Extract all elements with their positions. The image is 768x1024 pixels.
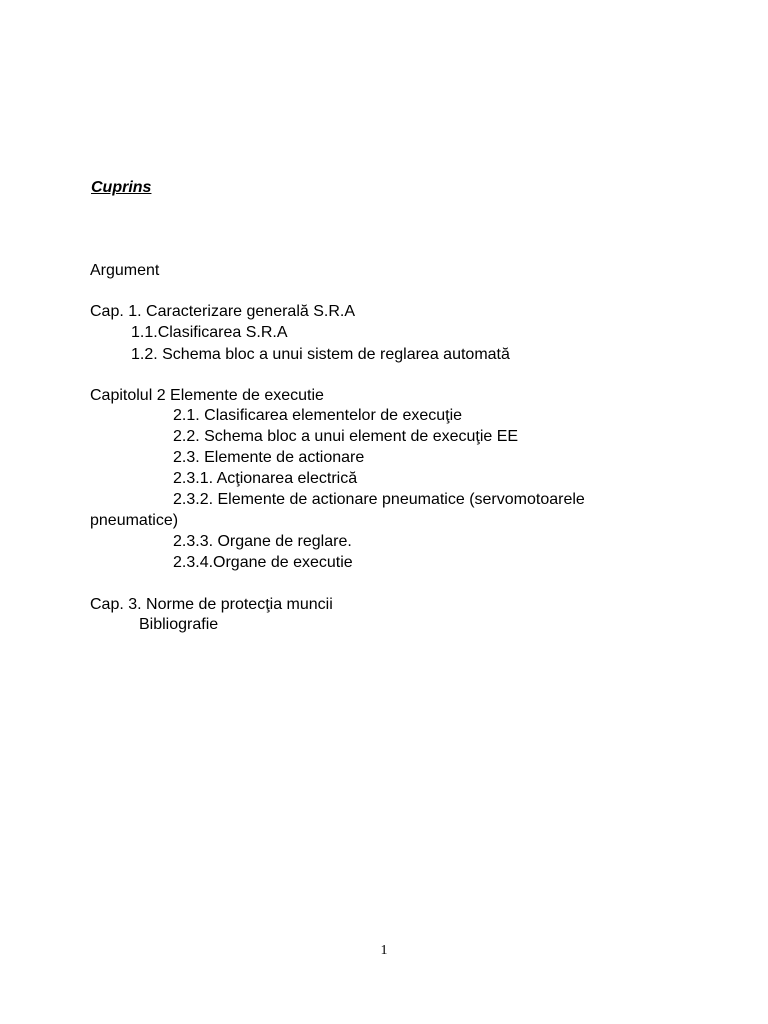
toc-heading: Cuprins: [91, 179, 152, 196]
toc-item-cap2-1: 2.1. Clasificarea elementelor de execuţie: [173, 407, 463, 424]
toc-item-bibliografie: Bibliografie: [139, 616, 219, 633]
toc-item-argument: Argument: [90, 262, 160, 279]
toc-item-cap2-3-1: 2.3.1. Acţionarea electrică: [173, 470, 358, 487]
toc-item-cap2-3-2-continued: pneumatice): [90, 512, 179, 529]
page-number: 1: [380, 943, 388, 958]
toc-item-cap2-2: 2.2. Schema bloc a unui element de execuţie EE: [173, 428, 519, 445]
toc-item-cap2-3-3: 2.3.3. Organe de reglare.: [173, 533, 352, 550]
toc-item-cap2-3-4: 2.3.4.Organe de executie: [173, 554, 353, 571]
toc-item-cap3: Cap. 3. Norme de protecţia muncii: [90, 596, 333, 613]
toc-item-cap1-2: 1.2. Schema bloc a unui sistem de reglarea automată: [131, 346, 510, 363]
toc-item-cap2-3-2: 2.3.2. Elemente de actionare pneumatice (servomotoarele: [173, 491, 585, 508]
toc-item-cap1: Cap. 1. Caracterizare generală S.R.A: [90, 303, 356, 320]
toc-item-cap2-3: 2.3. Elemente de actionare: [173, 449, 365, 466]
toc-item-cap1-1: 1.1.Clasificarea S.R.A: [131, 324, 288, 341]
toc-item-cap2: Capitolul 2 Elemente de executie: [90, 387, 324, 404]
